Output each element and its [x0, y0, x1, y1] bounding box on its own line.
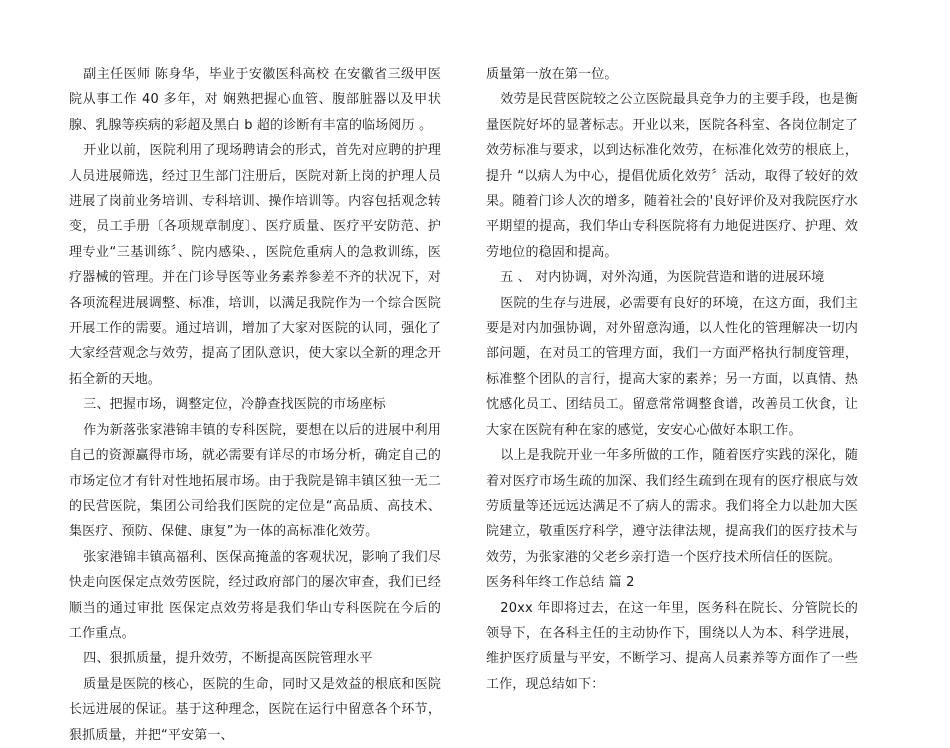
paragraph-insurance: 张家港锦丰镇高福利、医保高掩盖的客观状况，影响了我们尽快走向医保定点效劳医院，经过政府部门的屡次审查，我们已经顺当的通过审批 医保定点效劳将是我们华山专科医院在今后的工作重点。	[69, 549, 441, 641]
paragraph-doctor-intro: 副主任医师 陈身华，毕业于安徽医科高校 在安徽省三级甲医院从事工作 40 多年，对 娴熟把握心血管、腹部脏器以及甲状腺、乳腺等疾病的彩超及黑白 b 超的诊断有丰富的临场阅历 。	[69, 67, 441, 133]
paragraph-quality: 质量是医院的核心，医院的生命，同时又是效益的根底和医院长远进展的保证。基于这种理念，医院在运行中留意各个环节，狠抓质量，并把“平安第一、	[69, 676, 441, 743]
paragraph-staff-training: 开业以前，医院利用了现场聘请会的形式，首先对应聘的护理人员进展筛选，经过卫生部门注册后，医院对新上岗的护理人员进展了岗前业务培训、专科培训、操作培训等。内容包括观念转变，员工手册〔各项规章制度〕、医疗质量、医疗平安防范、护理专业“三基训练〞、院内感染、，医院危重病人的急救训练，医疗器械的管理。并在门诊导医等业务素养参差不齐的状况下，对各项流程进展调整、标准，培训，以满足我院作为一个综合医院开展工作的需要。通过培训，增加了大家对医院的认同，强化了大家经营观念与效劳，提高了团队意识，使大家以全新的理念开拓全新的天地。	[69, 143, 441, 387]
section-heading-market: 三、把握市场，调整定位，冷静查找医院的市场座标	[83, 397, 386, 413]
paragraph-service: 效劳是民营医院较之公立医院最具竞争力的主要手段，也是衡量医院好坏的显著标志。开业以来，医院各科室、各岗位制定了效劳标准与要求，以到达标准化效劳，在标准化效劳的根底上，提升 “以病人为中心，提倡优质化效劳〞活动，取得了较好的效果。随着门诊人次的增多，随着社会的'良好评价及对我院医疗水平期望的提高，我们华山专科医院将有力地促进医疗、护理、效劳地位的稳固和提高。	[486, 92, 858, 260]
right-column	[486, 62, 858, 697]
paragraph-year-intro: 20xx 年即将过去，在这一年里，医务科在院长、分管院长的领导下，在各科主任的主动协作下，围绕以人为本、科学进展，维护医疗质量与平安，不断学习、提高人员素养等方面作了一些工作，现总结如下：	[486, 600, 858, 692]
paragraph-summary: 以上是我院开业一年多所做的工作，随着医疗实践的深化，随着对医疗市场生疏的加深、我们经生疏到在现有的医疗根底与效劳质量等还远远达满足不了病人的需求。我们将全力以赴加大医院建立，敬重医疗科学，遵守法律法规，提高我们的医疗技术与效劳，为张家港的父老乡亲打造一个医疗技术所信任的医院。	[486, 448, 858, 565]
paragraph-environment: 医院的生存与进展，必需要有良好的环境，在这方面，我们主要是对内加强协调，对外留意沟通，以人性化的管理解决一切内部问题，在对员工的管理方面，我们一方面严格执行制度管理，标准整个团队的言行，提高大家的素养；另一方面，以真情、热忱感化员工、团结员工。留意常常调整食谱，改善员工伙食，让大家在医院有种在家的感觉，安安心心做好本职工作。	[486, 295, 858, 438]
paragraph-market-positioning: 作为新落张家港锦丰镇的专科医院，要想在以后的进展中利用自己的资源赢得市场，就必需要有详尽的市场分析，确定自己的市场定位才有针对性地拓展市场。由于我院是锦丰镇区独一无二的民营医院，集团公司给我们医院的定位是“高品质、高技术、集医疗、预防、保健、康复”为一体的高标准化效劳。	[69, 422, 441, 540]
left-column	[69, 62, 441, 748]
paragraph-quality-continued: 质量第一放在第一位。	[486, 67, 618, 82]
document-subtitle-part2: 医务科年终工作总结 篇 2	[486, 575, 635, 591]
section-heading-quality: 四、狠抓质量，提升效劳，不断提高医院管理水平	[83, 651, 373, 667]
section-heading-coordination: 五 、 对内协调，对外沟通，为医院营造和谐的进展环境	[500, 270, 825, 286]
